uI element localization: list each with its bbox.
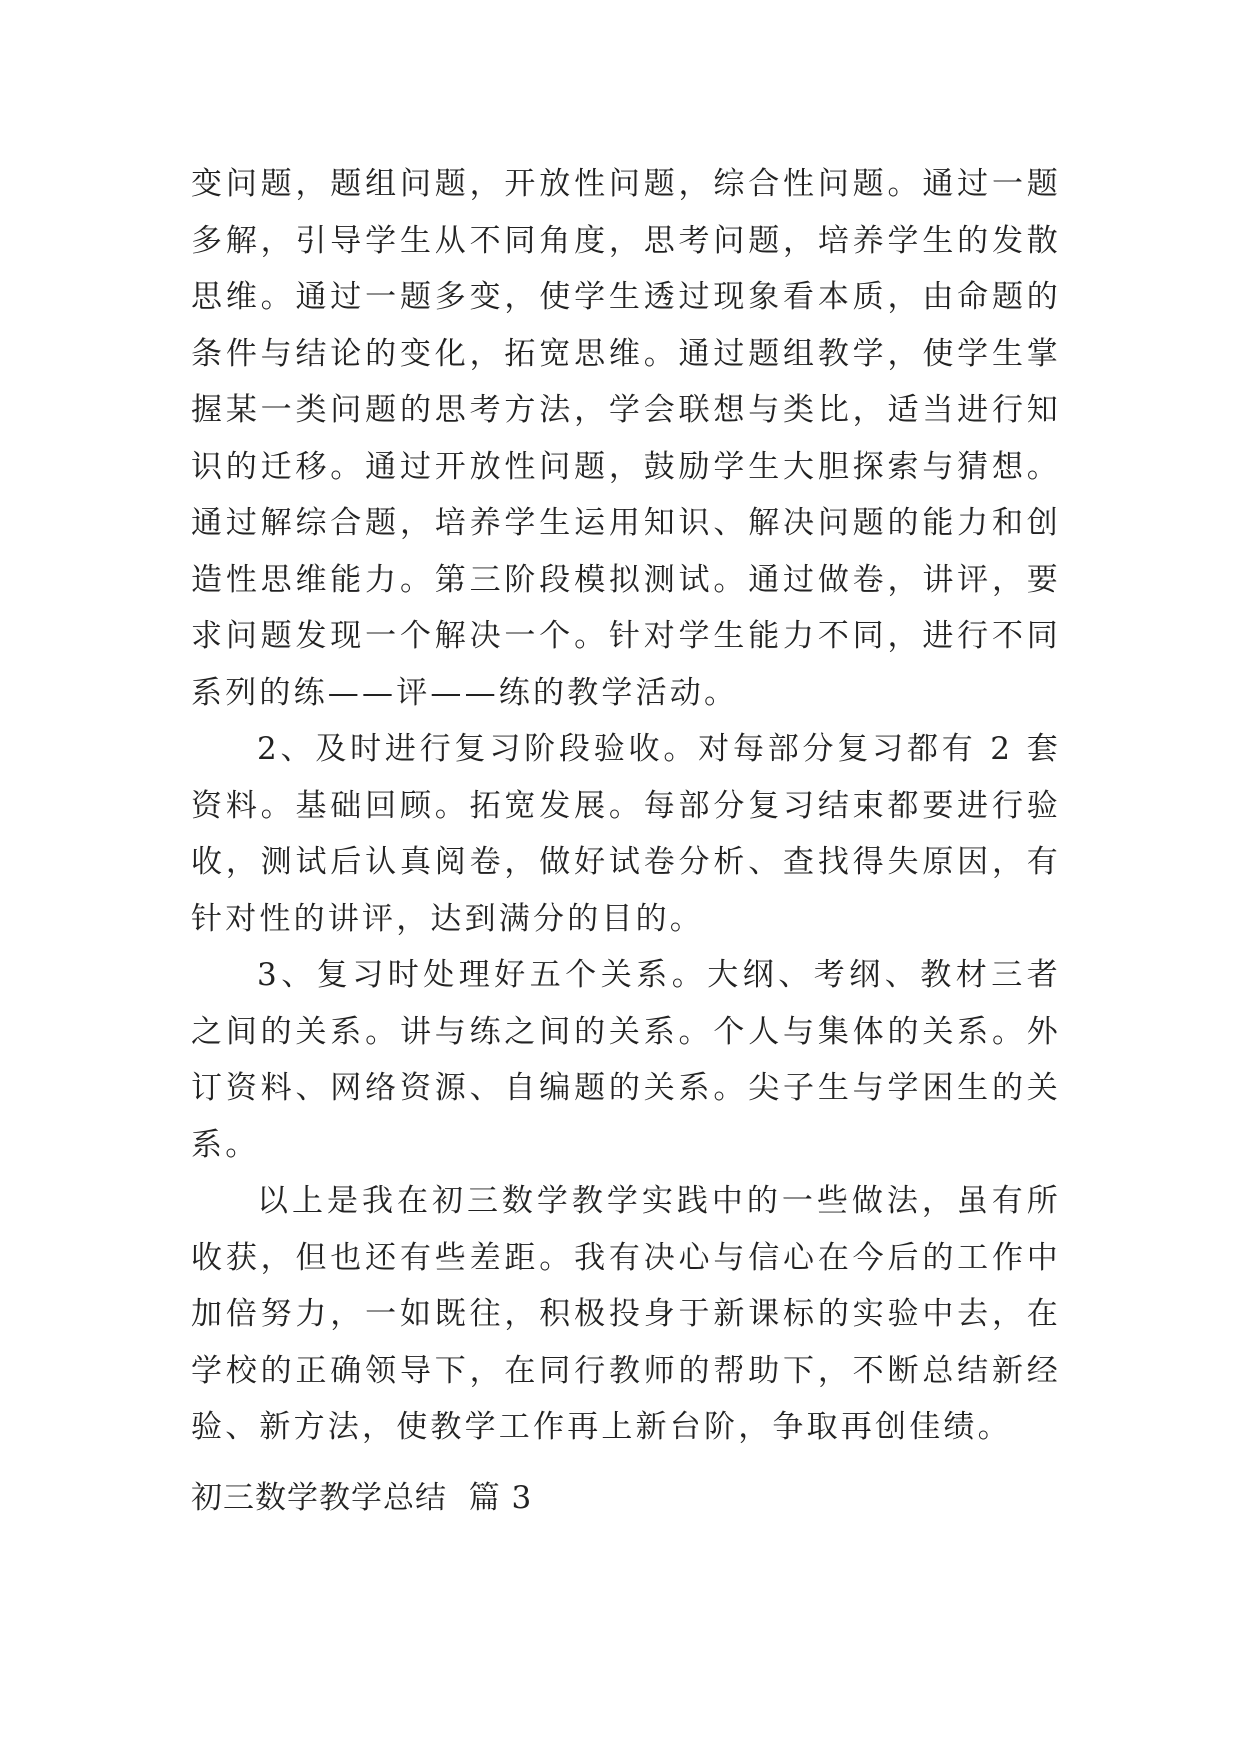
section-heading: 初三数学教学总结 篇 3 <box>191 1480 533 1516</box>
paragraph-stage-acceptance: 2、及时进行复习阶段验收。对每部分复习都有 2 套资料。基础回顾。拓宽发展。每部分复习结束都要进行验收，测试后认真阅卷，做好试卷分析、查找得失原因，有针对性的讲评，达到满分的目的。 <box>191 731 1061 937</box>
document-body <box>191 156 1061 1456</box>
paragraph-conclusion: 以上是我在初三数学教学实践中的一些做法，虽有所收获，但也还有些差距。我有决心与信心在今后的工作中加倍努力，一如既往，积极投身于新课标的实验中去，在学校的正确领导下，在同行教师的帮助下，不断总结新经验、新方法，使教学工作再上新台阶，争取再创佳绩。 <box>191 1183 1061 1445</box>
paragraph-continuation: 变问题，题组问题，开放性问题，综合性问题。通过一题多解，引导学生从不同角度，思考问题，培养学生的发散思维。通过一题多变，使学生透过现象看本质，由命题的条件与结论的变化，拓宽思维。通过题组教学，使学生掌握某一类问题的思考方法，学会联想与类比，适当进行知识的迁移。通过开放性问题，鼓励学生大胆探索与猜想。通过解综合题，培养学生运用知识、解决问题的能力和创造性思维能力。第三阶段模拟测试。通过做卷，讲评，要求问题发现一个解决一个。针对学生能力不同，进行不同系列的练——评——练的教学活动。 <box>191 166 1061 711</box>
paragraph-five-relations: 3、复习时处理好五个关系。大纲、考纲、教材三者之间的关系。讲与练之间的关系。个人与集体的关系。外订资料、网络资源、自编题的关系。尖子生与学困生的关系。 <box>191 957 1061 1163</box>
